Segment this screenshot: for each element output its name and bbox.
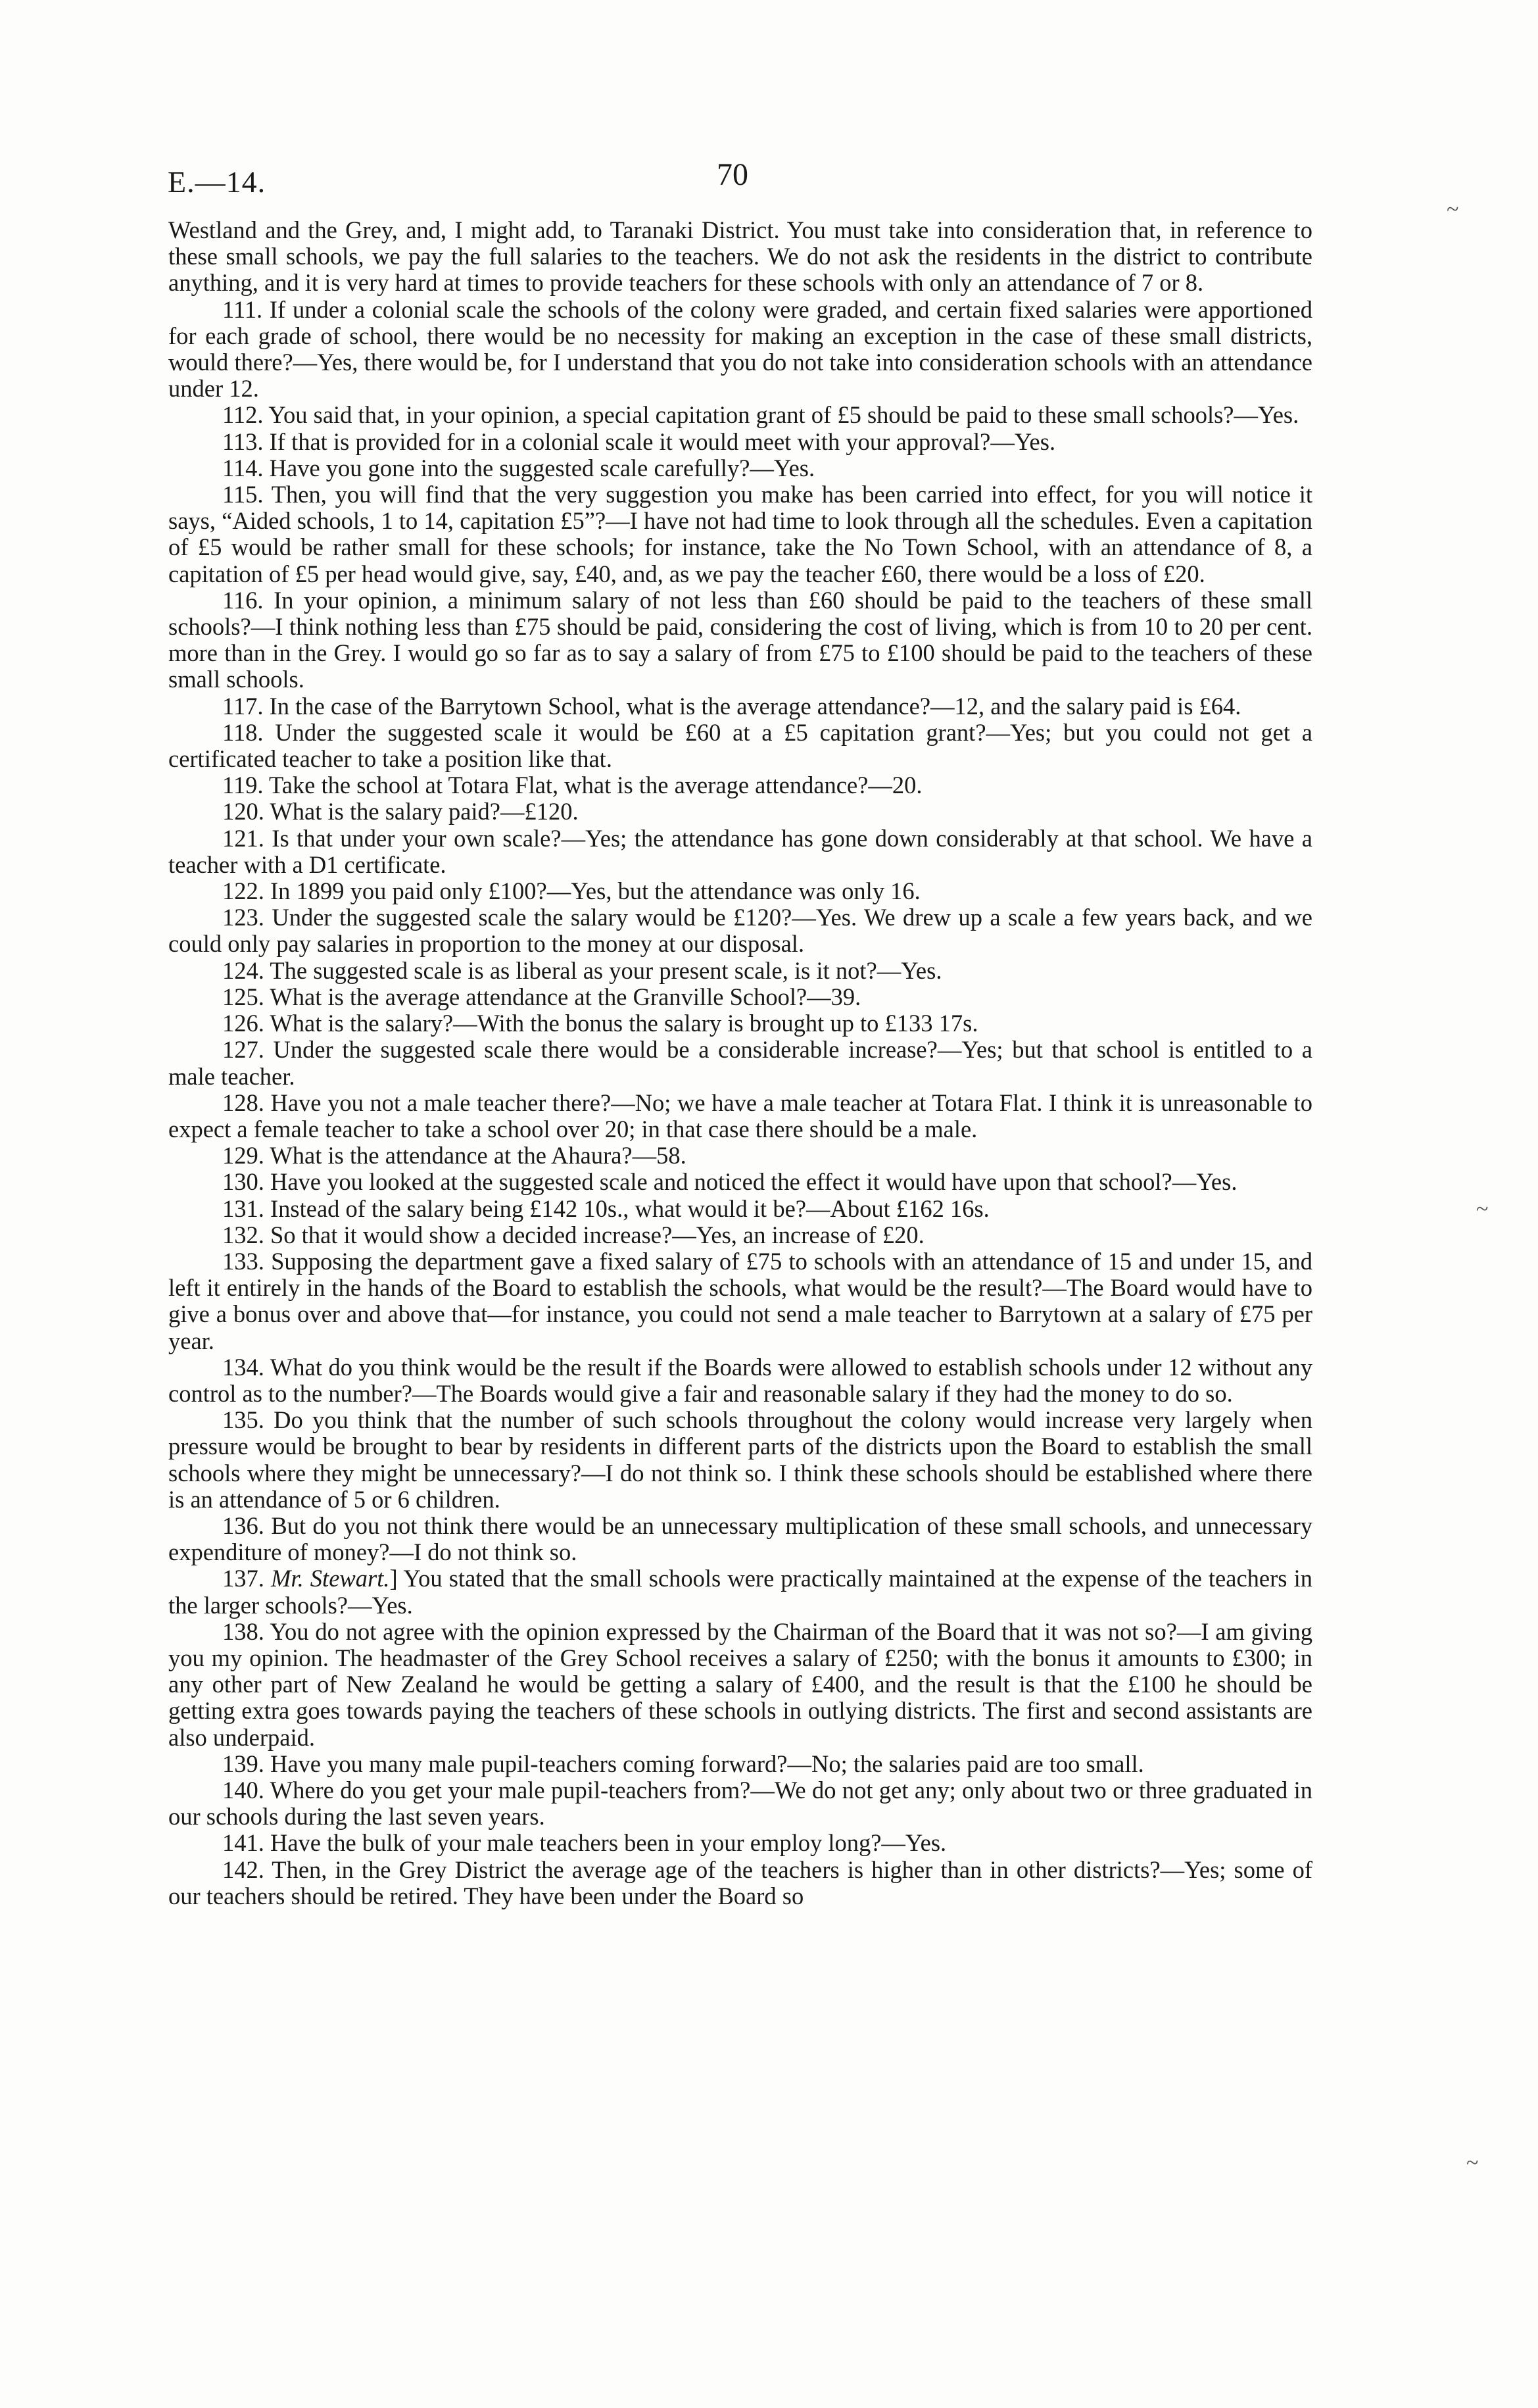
margin-mark: ~ xyxy=(1466,2151,1479,2175)
paragraph: 140. Where do you get your male pupil-teachers from?—We do not get any; only about two or three graduated in our schools during the last seven years. xyxy=(168,1776,1312,1831)
document-reference: E.—14. xyxy=(168,165,266,199)
paragraph: 142. Then, in the Grey District the average age of the teachers is higher than in other districts?—Yes; some of our teachers should be retired. They have been under the Board so xyxy=(168,1855,1312,1909)
paragraph: 130. Have you looked at the suggested scale and noticed the effect it would have upon that school?—Yes. xyxy=(222,1168,1238,1196)
speaker-name: Mr. Stewart. xyxy=(271,1565,390,1592)
paragraph: 127. Under the suggested scale there would be a considerable increase?—Yes; but that school is entitled to a male teacher. xyxy=(168,1036,1312,1090)
paragraph: 122. In 1899 you paid only £100?—Yes, but the attendance was only 16. xyxy=(222,877,921,905)
margin-mark: ~ xyxy=(1447,197,1459,222)
paragraph: 115. Then, you will find that the very suggestion you make has been carried into effect, for you will notice it says, “Aided schools, 1 to 14, capitation £5”?—I have not had time to look through all the schedules. Even a capitation of £5 would be rather small for these schools; for instance, take the No Town School, with an attendance of 8, a capitation of £5 per head would give, say, £40, and, as we pay the teacher £60, there would be a loss of £20. xyxy=(168,481,1312,587)
paragraph: 117. In the case of the Barrytown School, what is the average attendance?—12, and the salary paid is £64. xyxy=(222,692,1241,720)
paragraph: Westland and the Grey, and, I might add, to Taranaki District. You must take into consideration that, in reference to these small schools, we pay the full salaries to the teachers. We do not ask the residents in the district to contribute anything, and it is very hard at times to provide teachers for these schools with only an attendance of 7 or 8. xyxy=(168,216,1312,297)
margin-mark: ~ xyxy=(1476,1197,1489,1221)
paragraph: 138. You do not agree with the opinion expressed by the Chairman of the Board that it was not so?—I am giving you my opinion. The headmaster of the Grey School receives a salary of £250; with the bonus it amounts to £300; in any other part of New Zealand he would be getting a salary of £400, and the result is that the £100 he should be getting extra goes towards paying the teachers of these schools in outlying districts. The first and second assistants are also underpaid. xyxy=(168,1617,1312,1751)
paragraph: 113. If that is provided for in a colonial scale it would meet with your approval?—Yes. xyxy=(222,428,1056,455)
paragraph: 134. What do you think would be the result if the Boards were allowed to establish schools under 12 without any control as to the number?—The Boards would give a fair and reasonable salary if they had the money to do so. xyxy=(168,1353,1312,1407)
paragraph: 111. If under a colonial scale the schools of the colony were graded, and certain fixed salaries were apportioned for each grade of school, there would be no necessity for making an exception in the case of these small districts, would there?—Yes, there would be, for I understand that you do not take into consideration schools with an attendance under 12. xyxy=(168,295,1312,403)
paragraph-text: ] You stated that the small schools were practically maintained at the expense of the teachers in the larger schools?—Yes. xyxy=(168,1565,1312,1619)
paragraph: 136. But do you not think there would be an unnecessary multiplication of these small schools, and unnecessary expenditure of money?—I do not think so. xyxy=(168,1511,1312,1566)
paragraph: 118. Under the suggested scale it would be £60 at a £5 capitation grant?—Yes; but you could not get a certificated teacher to take a position like that. xyxy=(168,718,1312,773)
question-number: 137. xyxy=(222,1565,271,1592)
paragraph: 135. Do you think that the number of such schools throughout the colony would increase very largely when pressure would be brought to bear by residents in different parts of the districts upon the Board to establish the small schools where they might be unnecessary?—I do not think so. I think these schools should be established where there is an attendance of 5 or 6 children. xyxy=(168,1406,1312,1513)
paragraph: 133. Supposing the department gave a fixed salary of £75 to schools with an attendance of 15 and under 15, and left it entirely in the hands of the Board to establish the schools, what would be the result?—The Board would have to give a bonus over and above that—for instance, you could not send a male teacher to Barrytown at a salary of £75 per year. xyxy=(168,1247,1312,1354)
paragraph: 126. What is the salary?—With the bonus the salary is brought up to £133 17s. xyxy=(222,1010,978,1037)
paragraph: 131. Instead of the salary being £142 10s., what would it be?—About £162 16s. xyxy=(222,1194,990,1222)
paragraph: 114. Have you gone into the suggested scale carefully?—Yes. xyxy=(222,454,815,481)
paragraph: 123. Under the suggested scale the salary would be £120?—Yes. We drew up a scale a few years back, and we could only pay salaries in proportion to the money at our disposal. xyxy=(168,904,1312,958)
paragraph: 120. What is the salary paid?—£120. xyxy=(222,798,579,825)
paragraph: 125. What is the average attendance at the Granville School?—39. xyxy=(222,983,861,1010)
paragraph: 128. Have you not a male teacher there?—No; we have a male teacher at Totara Flat. I think it is unreasonable to expect a female teacher to take a school over 20; in that case there should be a male. xyxy=(168,1089,1312,1143)
paragraph-speaker-change xyxy=(168,1565,1312,1618)
paragraph: 139. Have you many male pupil-teachers coming forward?—No; the salaries paid are too small. xyxy=(222,1750,1144,1777)
page-number: 70 xyxy=(717,157,748,192)
paragraph: 116. In your opinion, a minimum salary of not less than £60 should be paid to the teachers of these small schools?—I think nothing less than £75 should be paid, considering the cost of living, which is from 10 to 20 per cent. more than in the Grey. I would go so far as to say a salary of from £75 to £100 should be paid to the teachers of these small schools. xyxy=(168,586,1312,693)
paragraph: 112. You said that, in your opinion, a special capitation grant of £5 should be paid to these small schools?—Yes. xyxy=(222,401,1299,429)
paragraph: 119. Take the school at Totara Flat, what is the average attendance?—20. xyxy=(222,772,923,799)
paragraph: 121. Is that under your own scale?—Yes; the attendance has gone down considerably at that school. We have a teacher with a D1 certificate. xyxy=(168,824,1312,878)
paragraph: 141. Have the bulk of your male teachers been in your employ long?—Yes. xyxy=(222,1829,947,1857)
testimony-body xyxy=(168,217,1312,1909)
paragraph: 132. So that it would show a decided increase?—Yes, an increase of £20. xyxy=(222,1221,925,1248)
paragraph: 124. The suggested scale is as liberal as your present scale, is it not?—Yes. xyxy=(222,956,942,984)
paragraph: 129. What is the attendance at the Ahaura?—58. xyxy=(222,1142,686,1169)
